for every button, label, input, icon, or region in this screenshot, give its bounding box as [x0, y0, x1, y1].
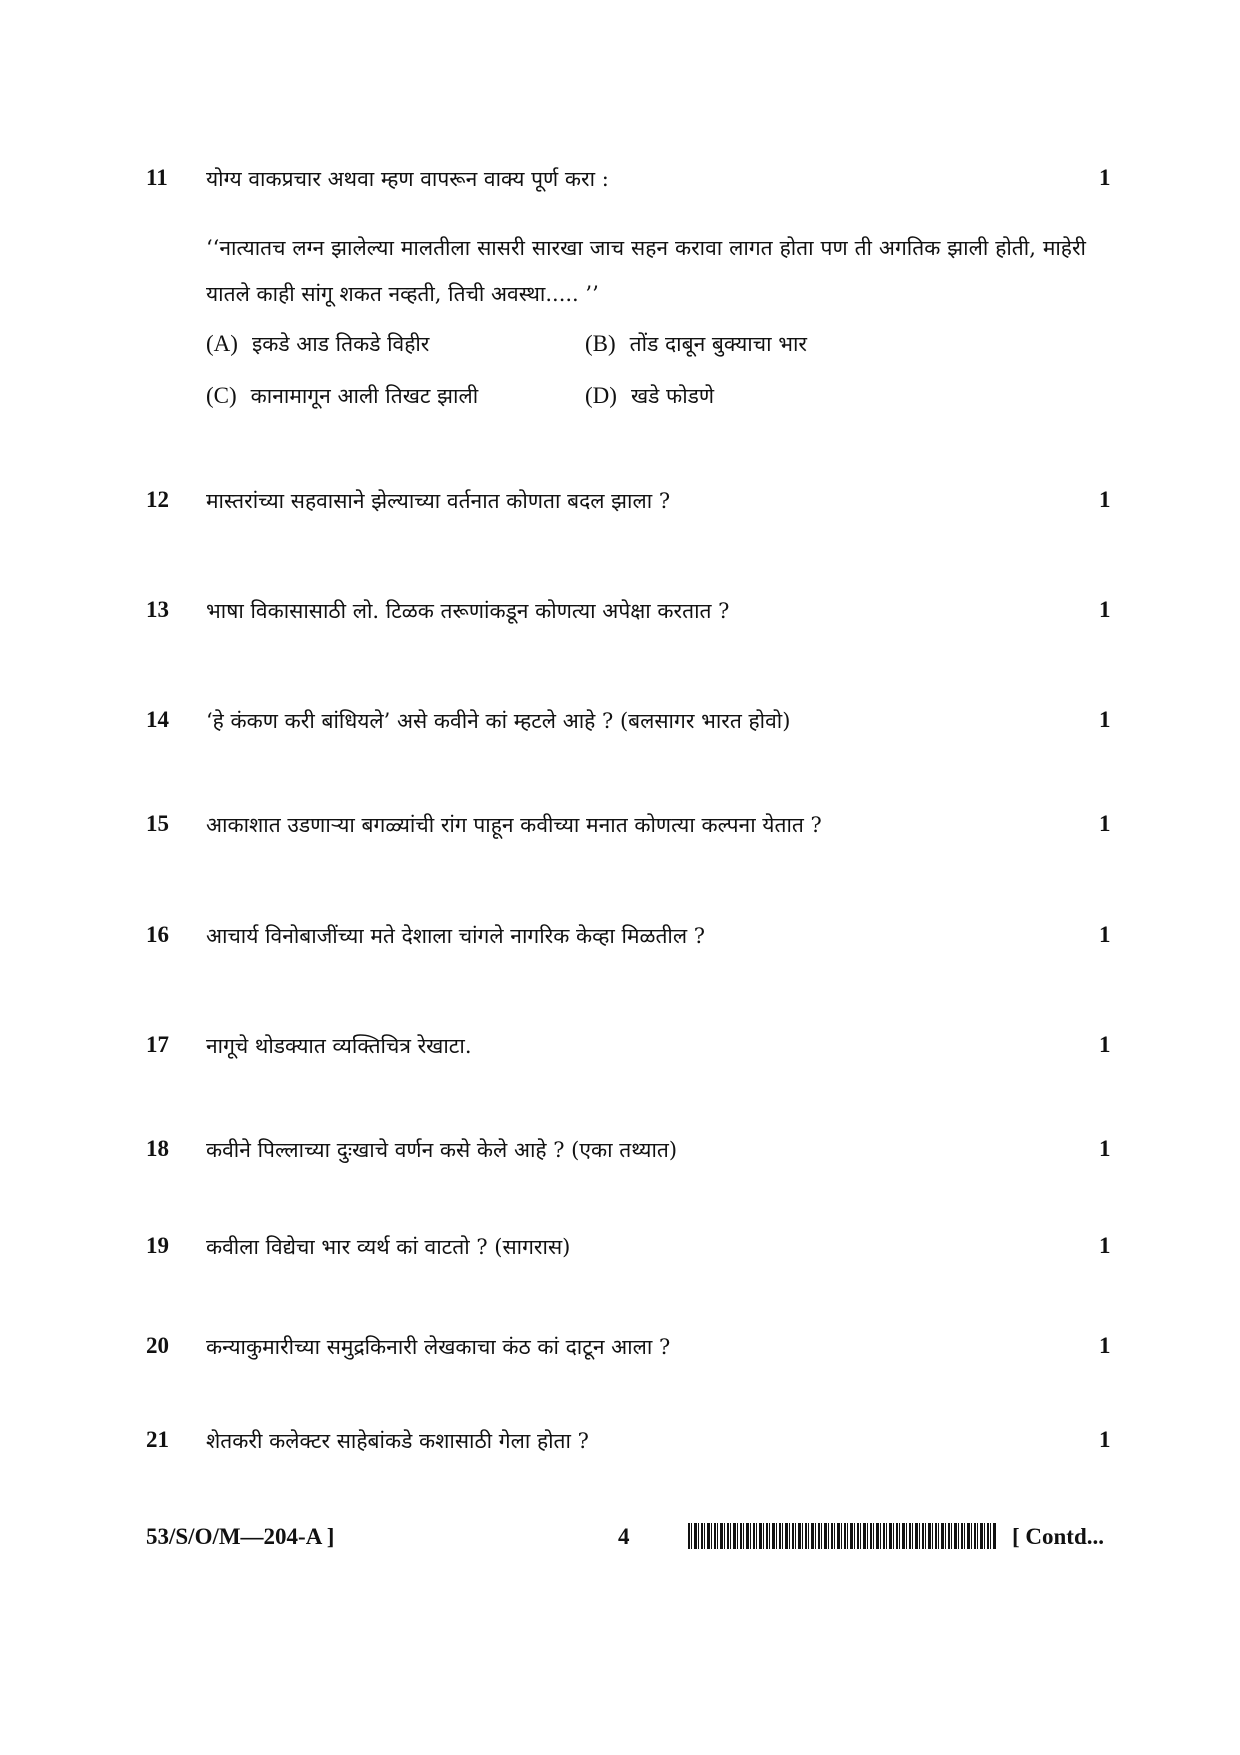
- question-marks: 1: [1099, 1233, 1111, 1258]
- question-marks: 1: [1099, 707, 1111, 732]
- question-text: कन्याकुमारीच्या समुद्रकिनारी लेखकाचा कंठ कां दाटून आला ?: [206, 1335, 671, 1359]
- option-d: [585, 382, 714, 410]
- question-marks: 1: [1099, 487, 1111, 512]
- question-number: 11: [146, 165, 168, 190]
- question-text: कवीला विद्येचा भार व्यर्थ कां वाटतो ? (सागरास): [206, 1235, 571, 1259]
- question-number: 19: [146, 1233, 169, 1258]
- question-text: भाषा विकासासाठी लो. टिळक तरूणांकडून कोणत्या अपेक्षा करतात ?: [206, 599, 730, 623]
- page-number: 4: [618, 1524, 630, 1549]
- question-number: 21: [146, 1427, 169, 1452]
- question-text: मास्तरांच्या सहवासाने झेल्याच्या वर्तनात कोणता बदल झाला ?: [206, 489, 671, 513]
- continued-label: [ Contd...: [1012, 1524, 1105, 1549]
- question-passage: ‘‘नात्यातच लग्न झालेल्या मालतीला सासरी सारखा जाच सहन करावा लागत होता पण ती अगतिक झाली होती, माहेरी यातले काही सांगू शकत नव्हती, तिची अवस्था..... ’’: [206, 236, 1086, 306]
- option-text: तोंड दाबून बुक्याचा भार: [629, 332, 807, 356]
- question-number: 14: [146, 707, 169, 732]
- question-text: ‘हे कंकण करी बांधियले’ असे कवीने कां म्हटले आहे ? (बलसागर भारत होवो): [206, 709, 791, 733]
- option-a: [206, 330, 429, 358]
- question-number: 16: [146, 922, 169, 947]
- question-number: 20: [146, 1333, 169, 1358]
- question-text: कवीने पिल्लाच्या दुःखाचे वर्णन कसे केले आहे ? (एका तथ्यात): [206, 1138, 678, 1162]
- option-c: [206, 382, 478, 410]
- question-marks: 1: [1099, 811, 1111, 836]
- option-text: खडे फोडणे: [630, 384, 715, 408]
- option-label: (C): [206, 383, 237, 408]
- question-number: 17: [146, 1032, 169, 1057]
- question-number: 13: [146, 597, 169, 622]
- paper-code: 53/S/O/M—204-A ]: [146, 1524, 335, 1549]
- question-marks: 1: [1099, 1032, 1111, 1057]
- question-text: शेतकरी कलेक्टर साहेबांकडे कशासाठी गेला होता ?: [206, 1429, 589, 1453]
- option-text: इकडे आड तिकडे विहीर: [251, 332, 430, 356]
- barcode-icon: [688, 1523, 996, 1549]
- question-marks: 1: [1099, 922, 1111, 947]
- question-text: नागूचे थोडक्यात व्यक्तिचित्र रेखाटा.: [206, 1034, 472, 1058]
- question-text: आचार्य विनोबाजींच्या मते देशाला चांगले नागरिक केव्हा मिळतील ?: [206, 924, 706, 948]
- question-text: योग्य वाकप्रचार अथवा म्हण वापरून वाक्य पूर्ण करा :: [206, 167, 609, 191]
- question-marks: 1: [1099, 597, 1111, 622]
- option-text: कानामागून आली तिखट झाली: [250, 384, 479, 408]
- question-marks: 1: [1099, 1427, 1111, 1452]
- question-marks: 1: [1099, 1333, 1111, 1358]
- question-number: 12: [146, 487, 169, 512]
- question-marks: 1: [1099, 1136, 1111, 1161]
- option-b: [585, 330, 807, 358]
- question-text: आकाशात उडणाऱ्या बगळ्यांची रांग पाहून कवीच्या मनात कोणत्या कल्पना येतात ?: [206, 813, 822, 837]
- question-number: 18: [146, 1136, 169, 1161]
- question-marks: 1: [1099, 165, 1111, 190]
- option-label: (A): [206, 331, 238, 356]
- option-label: (D): [585, 383, 617, 408]
- question-number: 15: [146, 811, 169, 836]
- option-label: (B): [585, 331, 616, 356]
